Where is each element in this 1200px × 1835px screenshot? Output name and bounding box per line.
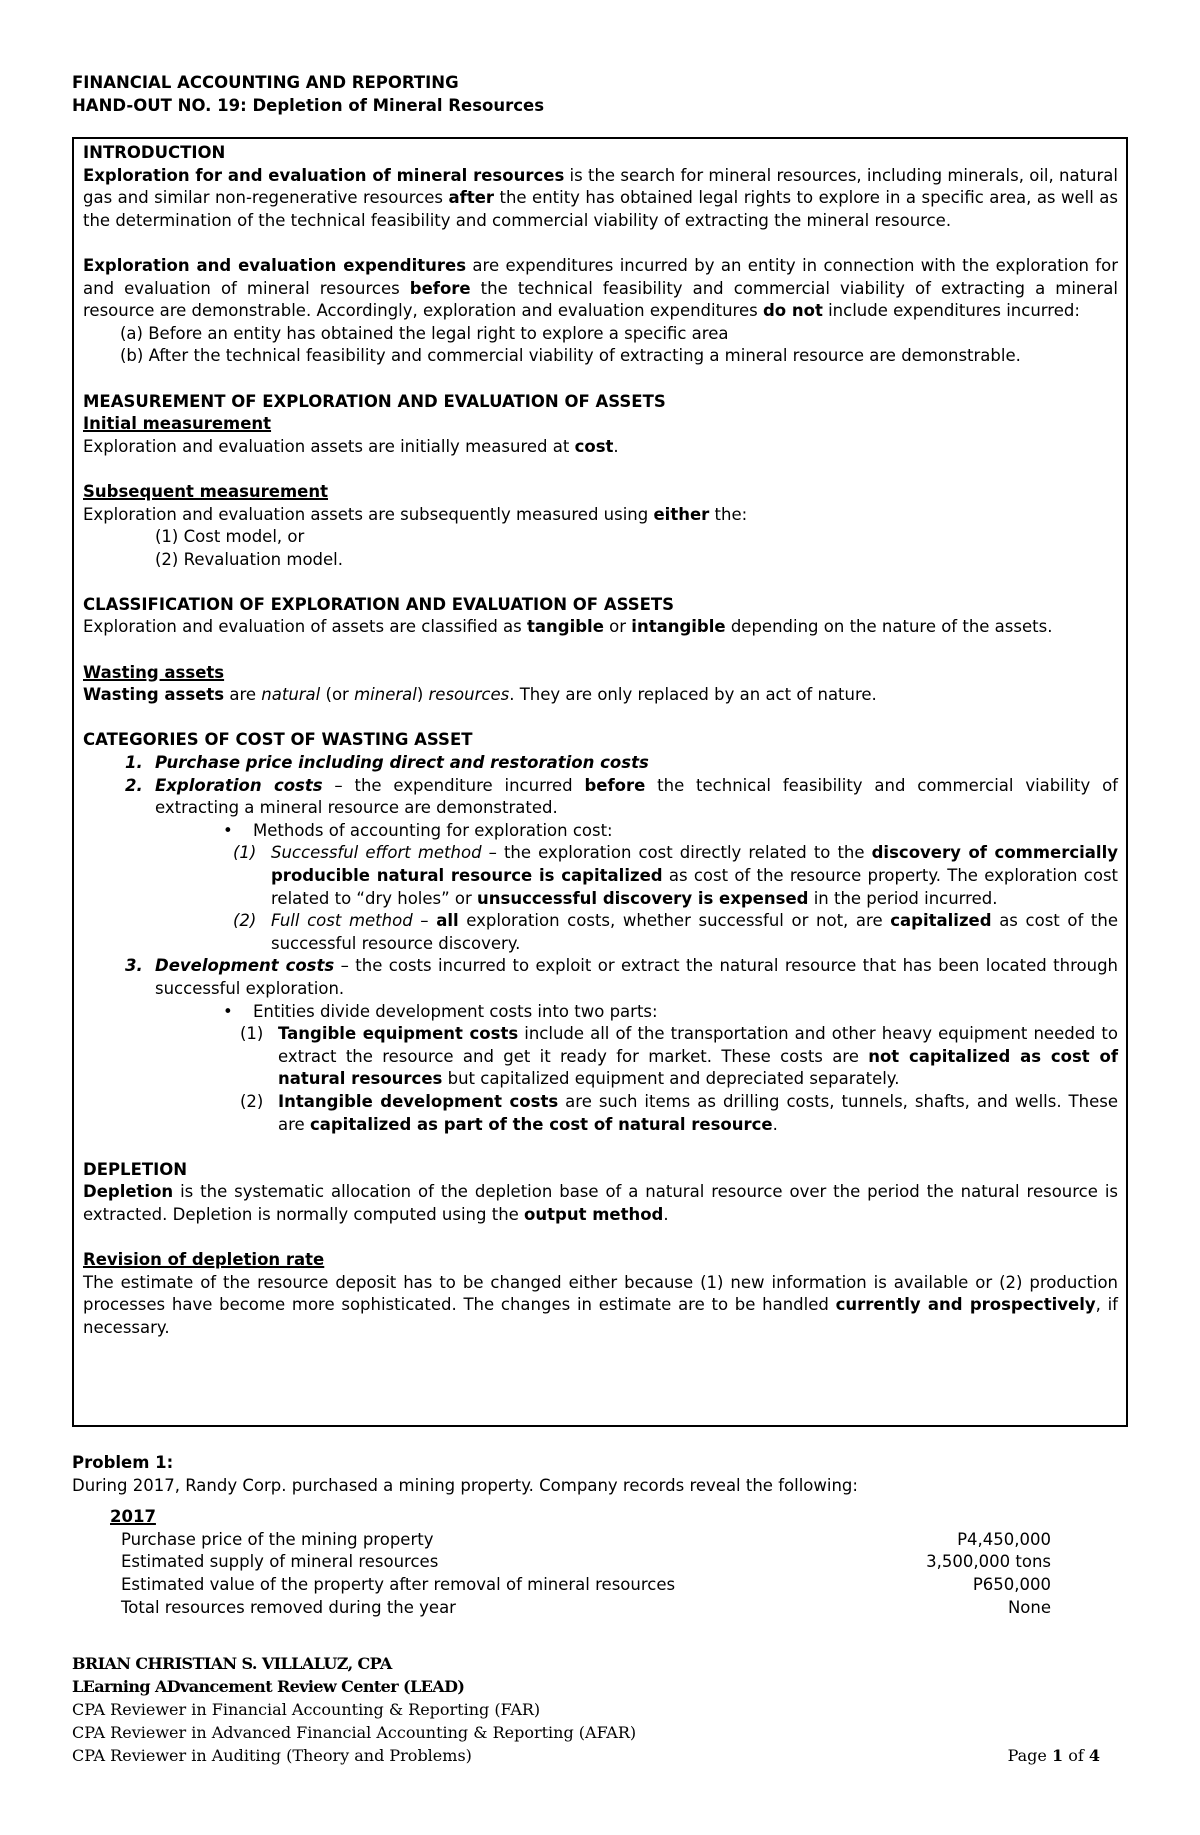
row-value: 3,500,000 tons (926, 1552, 1051, 1572)
wasting-assets-heading: Wasting assets (83, 662, 225, 682)
text: exploration costs, whether successful or not, are (458, 911, 891, 931)
text: of (1063, 1746, 1089, 1765)
text: but capitalized equipment and depreciated separately. (442, 1069, 900, 1089)
emphasis: capitalized (890, 911, 992, 931)
problem-intro: During 2017, Randy Corp. purchased a mining property. Company records reveal the following: (72, 1475, 858, 1495)
item-number: 2. (125, 775, 143, 795)
measurement-heading: MEASUREMENT OF EXPLORATION AND EVALUATION OF ASSETS (83, 391, 666, 411)
text: . They are only replaced by an act of nature. (509, 685, 877, 705)
emphasis: before (409, 278, 471, 298)
table-row (100, 1574, 1132, 1597)
exclusion-list (83, 323, 1118, 368)
text: include all of the transportation and other heavy equipment needed to extract the resource and get it ready for market. These costs are (278, 1024, 1118, 1066)
row-label: Estimated value of the property after removal of mineral resources (121, 1574, 676, 1594)
text: . (663, 1204, 669, 1224)
text: depending on the nature of the assets. (725, 617, 1053, 637)
initial-measurement-heading: Initial measurement (83, 414, 272, 434)
list-item: (b) After the technical feasibility and commercial viability of extracting a mineral resource are demonstrable. (120, 346, 1021, 366)
emphasis: Wasting assets (83, 685, 225, 705)
bullet-icon: • (223, 820, 233, 840)
list-item (125, 752, 1118, 775)
italic-text: Successful effort method (271, 843, 482, 863)
credential-line: CPA Reviewer in Financial Accounting & Reporting (FAR) (72, 1700, 541, 1719)
list-item (233, 842, 1118, 910)
text: ) (416, 685, 429, 705)
total-pages: 4 (1088, 1746, 1100, 1765)
italic-text: resources (428, 685, 510, 705)
text: are such items as drilling costs, tunnels, shafts, and wells. These are (278, 1091, 1118, 1134)
problem-section (72, 1452, 1132, 1619)
text: or (603, 617, 632, 637)
emphasis: discovery of commercially producible natural resource is capitalized (271, 843, 1119, 885)
row-label: Estimated supply of mineral resources (121, 1552, 439, 1572)
review-center-name: LEarning ADvancement Review Center (LEAD) (72, 1677, 465, 1696)
item-text (278, 1023, 1118, 1091)
item-text: Entities divide development costs into two parts: (253, 1001, 658, 1021)
list-item: (1) Cost model, or (155, 527, 305, 547)
list-item: (2) Revaluation model. (155, 549, 343, 569)
current-page: 1 (1051, 1746, 1064, 1765)
term-exploration: Exploration for and evaluation of mineral resources (83, 165, 565, 185)
item-number: (1) (240, 1024, 264, 1044)
emphasis: Exploration costs (155, 775, 323, 795)
item-number: (2) (233, 911, 257, 931)
initial-measurement-text (83, 436, 1118, 459)
row-value: P650,000 (972, 1574, 1051, 1594)
list-item (125, 955, 1118, 1000)
course-title: FINANCIAL ACCOUNTING AND REPORTING (72, 73, 459, 92)
emphasis: all (436, 911, 459, 931)
page-number (1008, 1744, 1100, 1767)
credential-line: CPA Reviewer in Advanced Financial Accounting & Reporting (AFAR) (72, 1723, 637, 1742)
text: the entity has obtained legal rights to explore in a specific area, as well as the determination of the technical feasibility and commercial viability of extracting the mineral resource. (83, 188, 1118, 230)
subsequent-measurement-text (83, 504, 1118, 527)
emphasis: capitalized as part of the cost of natural resource (309, 1114, 773, 1134)
emphasis: Tangible equipment costs (278, 1024, 519, 1044)
text: – the costs incurred to exploit or extract the natural resource that has been located through successful exploration. (155, 956, 1119, 998)
classification-heading: CLASSIFICATION OF EXPLORATION AND EVALUATION OF ASSETS (83, 594, 675, 614)
emphasis: Development costs (155, 956, 335, 976)
classification-text (83, 616, 1118, 639)
text: . (772, 1114, 778, 1134)
list-item: (a) Before an entity has obtained the legal right to explore a specific area (120, 323, 729, 343)
text: . (613, 436, 619, 456)
table-row (100, 1551, 1132, 1574)
text: the technical feasibility and commercial viability of extracting a mineral resource are demonstrable. Accordingly, exploration and evaluation expenditures (83, 278, 1118, 321)
row-label: Total resources removed during the year (121, 1597, 456, 1617)
item-number: 1. (125, 753, 143, 773)
italic-text: Full cost method (271, 911, 413, 931)
intro-heading: INTRODUCTION (83, 143, 226, 162)
problem-data-table (100, 1506, 1132, 1619)
text: as cost of the successful resource discovery. (271, 911, 1119, 953)
text: , if necessary. (83, 1295, 1118, 1337)
text: (or (320, 685, 355, 705)
depletion-heading: DEPLETION (83, 1159, 188, 1179)
row-value: None (1007, 1597, 1051, 1617)
row-value: P4,450,000 (957, 1529, 1051, 1549)
table-year-heading: 2017 (110, 1507, 156, 1527)
list-item (223, 820, 1118, 843)
emphasis: after (448, 188, 495, 208)
item-number: (1) (233, 843, 257, 863)
item-text (155, 752, 1118, 775)
italic-text: natural (261, 685, 321, 705)
text: Exploration and evaluation assets are initially measured at (83, 436, 575, 456)
emphasis: currently and prospectively (835, 1295, 1096, 1315)
emphasis: output method (524, 1204, 664, 1224)
item-number: (2) (240, 1091, 264, 1111)
table-row (100, 1529, 1132, 1552)
categories-heading: CATEGORIES OF COST OF WASTING ASSET (83, 730, 473, 750)
emphasis: tangible (527, 617, 604, 637)
handout-title: HAND-OUT NO. 19: Depletion of Mineral Resources (72, 95, 545, 115)
item-text (155, 775, 1118, 820)
text: as cost of the resource property. The exploration cost related to “dry holes” or (271, 866, 1119, 908)
text: is the systematic allocation of the depletion base of a natural resource over the period the natural resource is extracted. Depletion is normally computed using the (83, 1182, 1118, 1224)
author-name: BRIAN CHRISTIAN S. VILLALUZ, CPA (72, 1654, 392, 1673)
italic-text: mineral (354, 685, 417, 705)
revision-heading: Revision of depletion rate (83, 1250, 325, 1270)
item-text: Methods of accounting for exploration cost: (253, 820, 613, 840)
list-item (240, 1091, 1118, 1136)
item-text (271, 842, 1118, 910)
text: the technical feasibility and commercial viability of extracting a mineral resource are demonstrated. (155, 775, 1118, 818)
footer-last-row (72, 1744, 1132, 1767)
text: in the period incurred. (808, 888, 998, 908)
emphasis: Intangible development costs (278, 1091, 559, 1111)
item-number: 3. (125, 956, 143, 976)
emphasis: do not (762, 301, 823, 321)
item-text (155, 955, 1118, 1000)
list-item (240, 1023, 1118, 1091)
bullet-icon: • (223, 1001, 233, 1021)
text: Page (1007, 1746, 1052, 1765)
emphasis: intangible (631, 617, 726, 637)
text: are (224, 685, 262, 705)
emphasis: either (653, 504, 710, 524)
text: – the expenditure incurred (322, 775, 585, 795)
list-item (223, 1001, 1118, 1024)
text: – (412, 911, 437, 931)
item-text (278, 1091, 1118, 1136)
row-label: Purchase price of the mining property (121, 1529, 434, 1549)
emphasis: before (584, 775, 646, 795)
list-item (233, 910, 1118, 955)
subsequent-measurement-heading: Subsequent measurement (83, 481, 329, 501)
text: are expenditures incurred by an entity in connection with the exploration for and evaluation of mineral resources (83, 255, 1118, 298)
problem-title: Problem 1: (72, 1453, 174, 1472)
text: is the search for mineral resources, including minerals, oil, natural gas and similar non-regenerative resources (83, 165, 1118, 208)
depletion-text (83, 1181, 1118, 1226)
text: – the exploration cost directly related to the (481, 843, 872, 863)
item-text (271, 910, 1118, 955)
text: Exploration and evaluation of assets are classified as (83, 617, 528, 637)
emphasis: unsuccessful discovery is expensed (477, 888, 809, 908)
text: include expenditures incurred: (822, 301, 1080, 321)
intro-paragraph-2 (83, 255, 1118, 323)
emphasis: cost (574, 436, 614, 456)
content-box (72, 137, 1128, 1427)
emphasis: Purchase price including direct and restoration costs (155, 753, 649, 773)
wasting-assets-text (83, 684, 1118, 707)
text: Exploration and evaluation assets are subsequently measured using (83, 504, 654, 524)
table-row (100, 1597, 1132, 1620)
credential-line: CPA Reviewer in Auditing (Theory and Problems) (72, 1746, 472, 1765)
page-footer (72, 1652, 1132, 1767)
document-header (72, 72, 1132, 117)
revision-text (83, 1272, 1118, 1340)
emphasis: Depletion (83, 1182, 174, 1202)
term-expenditures: Exploration and evaluation expenditures (83, 255, 467, 275)
list-item (125, 775, 1118, 820)
text: the: (709, 504, 748, 524)
intro-paragraph-1 (83, 165, 1118, 233)
emphasis: not capitalized as cost of natural resources (278, 1046, 1119, 1089)
text: The estimate of the resource deposit has to be changed either because (1) new information is available or (2) production processes have become more sophisticated. The changes in estimate are to be handled (83, 1272, 1118, 1315)
